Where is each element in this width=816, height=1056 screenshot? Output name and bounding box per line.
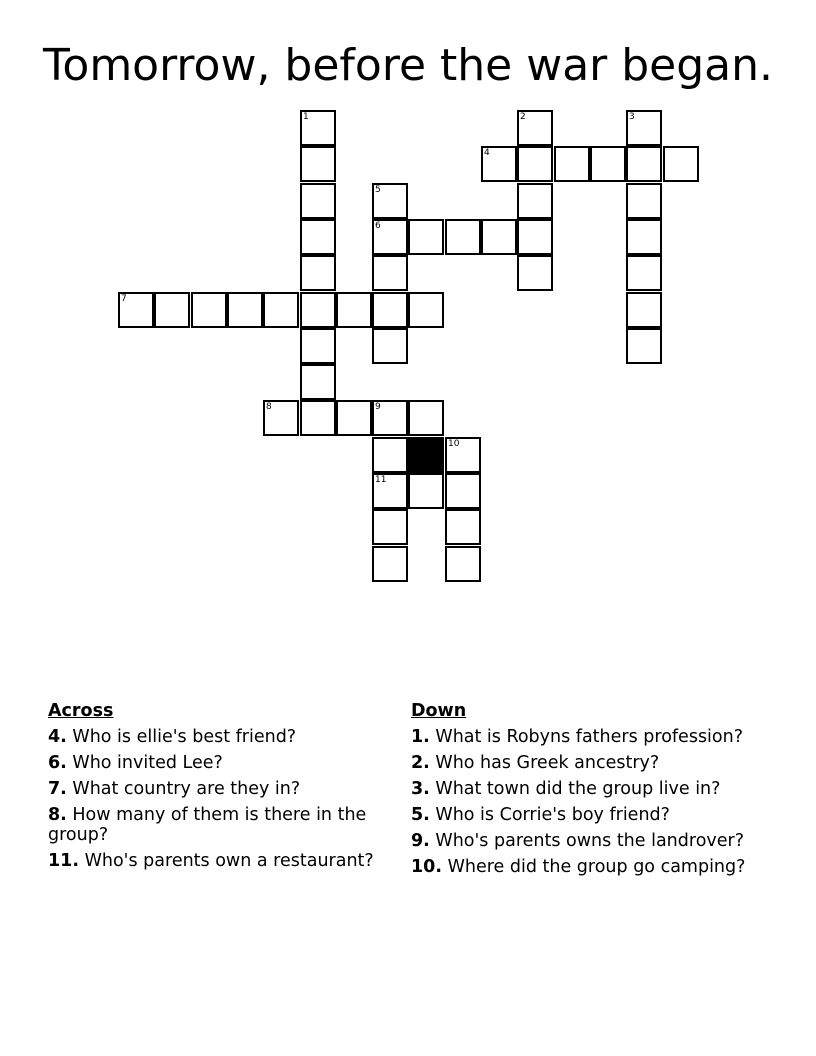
crossword-cell[interactable] — [481, 146, 517, 182]
crossword-cell[interactable] — [408, 400, 444, 436]
down-clues — [411, 701, 761, 883]
clue-text: Who invited Lee? — [66, 753, 223, 773]
crossword-cell[interactable] — [336, 400, 372, 436]
clue-number: 9. — [411, 831, 430, 851]
crossword-cell[interactable] — [517, 255, 553, 291]
crossword-cell[interactable] — [372, 400, 408, 436]
clue-number: 11. — [48, 851, 80, 871]
crossword-cell[interactable] — [408, 219, 444, 255]
crossword-cell[interactable] — [626, 328, 662, 364]
clue-text: Who has Greek ancestry? — [429, 753, 660, 773]
crossword-cell[interactable] — [263, 400, 299, 436]
clue-down-5 — [411, 805, 761, 825]
crossword-cell[interactable] — [517, 183, 553, 219]
cell-number: 3 — [629, 112, 635, 122]
crossword-cell[interactable] — [372, 509, 408, 545]
crossword-cell[interactable] — [372, 219, 408, 255]
crossword-cell[interactable] — [300, 146, 336, 182]
clue-number: 4. — [48, 727, 67, 747]
clue-down-9 — [411, 831, 761, 851]
clue-text: Who's parents owns the landrover? — [429, 831, 745, 851]
blocked-cell — [408, 437, 444, 473]
crossword-cell[interactable] — [372, 473, 408, 509]
cell-number: 9 — [375, 402, 381, 412]
crossword-cell[interactable] — [445, 509, 481, 545]
cell-number: 2 — [520, 112, 526, 122]
crossword-cell[interactable] — [517, 146, 553, 182]
page-title: Tomorrow, before the war began. — [43, 40, 773, 91]
crossword-cell[interactable] — [336, 292, 372, 328]
clue-number: 8. — [48, 805, 67, 825]
crossword-cell[interactable] — [626, 255, 662, 291]
crossword-cell[interactable] — [626, 110, 662, 146]
clue-text: What is Robyns fathers profession? — [429, 727, 744, 747]
crossword-cell[interactable] — [227, 292, 263, 328]
crossword-cell[interactable] — [300, 219, 336, 255]
crossword-cell[interactable] — [445, 219, 481, 255]
clue-across-4 — [48, 727, 398, 747]
clue-across-6 — [48, 753, 398, 773]
clue-down-10 — [411, 857, 761, 877]
clue-number: 2. — [411, 753, 430, 773]
clue-number: 5. — [411, 805, 430, 825]
clue-down-1 — [411, 727, 761, 747]
crossword-cell[interactable] — [372, 183, 408, 219]
crossword-cell[interactable] — [118, 292, 154, 328]
clue-text: Where did the group go camping? — [442, 857, 746, 877]
cell-number: 10 — [448, 439, 460, 449]
clue-number: 7. — [48, 779, 67, 799]
crossword-cell[interactable] — [554, 146, 590, 182]
crossword-cell[interactable] — [445, 437, 481, 473]
crossword-cell[interactable] — [481, 219, 517, 255]
cell-number: 1 — [303, 112, 309, 122]
crossword-cell[interactable] — [372, 255, 408, 291]
crossword-cell[interactable] — [517, 219, 553, 255]
clue-number: 10. — [411, 857, 443, 877]
crossword-cell[interactable] — [300, 328, 336, 364]
crossword-cell[interactable] — [408, 473, 444, 509]
crossword-cell[interactable] — [191, 292, 227, 328]
crossword-cell[interactable] — [372, 292, 408, 328]
crossword-cell[interactable] — [517, 110, 553, 146]
clue-text: Who is Corrie's boy friend? — [429, 805, 670, 825]
down-heading: Down — [411, 701, 467, 721]
cell-number: 7 — [121, 294, 127, 304]
across-heading: Across — [48, 701, 114, 721]
crossword-cell[interactable] — [300, 292, 336, 328]
crossword-cell[interactable] — [372, 437, 408, 473]
cell-number: 4 — [484, 148, 490, 158]
cell-number: 5 — [375, 185, 381, 195]
clue-number: 3. — [411, 779, 430, 799]
crossword-cell[interactable] — [626, 292, 662, 328]
clue-text: Who's parents own a restaurant? — [79, 851, 374, 871]
cell-number: 11 — [375, 475, 387, 485]
crossword-cell[interactable] — [590, 146, 626, 182]
clue-number: 1. — [411, 727, 430, 747]
clue-text: What country are they in? — [66, 779, 301, 799]
crossword-cell[interactable] — [300, 400, 336, 436]
crossword-cell[interactable] — [445, 473, 481, 509]
clue-across-8 — [48, 805, 398, 845]
crossword-cell[interactable] — [445, 546, 481, 582]
crossword-cell[interactable] — [372, 546, 408, 582]
clue-across-7 — [48, 779, 398, 799]
crossword-cell[interactable] — [626, 219, 662, 255]
crossword-cell[interactable] — [300, 255, 336, 291]
cell-number: 6 — [375, 221, 381, 231]
clue-across-11 — [48, 851, 398, 871]
clue-down-2 — [411, 753, 761, 773]
crossword-cell[interactable] — [154, 292, 190, 328]
crossword-cell[interactable] — [263, 292, 299, 328]
crossword-cell[interactable] — [372, 328, 408, 364]
crossword-cell[interactable] — [300, 364, 336, 400]
clue-down-3 — [411, 779, 761, 799]
clue-number: 6. — [48, 753, 67, 773]
crossword-cell[interactable] — [300, 183, 336, 219]
crossword-cell[interactable] — [626, 146, 662, 182]
crossword-cell[interactable] — [663, 146, 699, 182]
crossword-cell[interactable] — [300, 110, 336, 146]
clue-text: How many of them is there in the group? — [48, 805, 367, 845]
clue-text: What town did the group live in? — [429, 779, 721, 799]
clue-text: Who is ellie's best friend? — [66, 727, 297, 747]
crossword-cell[interactable] — [408, 292, 444, 328]
cell-number: 8 — [266, 402, 272, 412]
across-clues — [48, 701, 398, 877]
crossword-cell[interactable] — [626, 183, 662, 219]
